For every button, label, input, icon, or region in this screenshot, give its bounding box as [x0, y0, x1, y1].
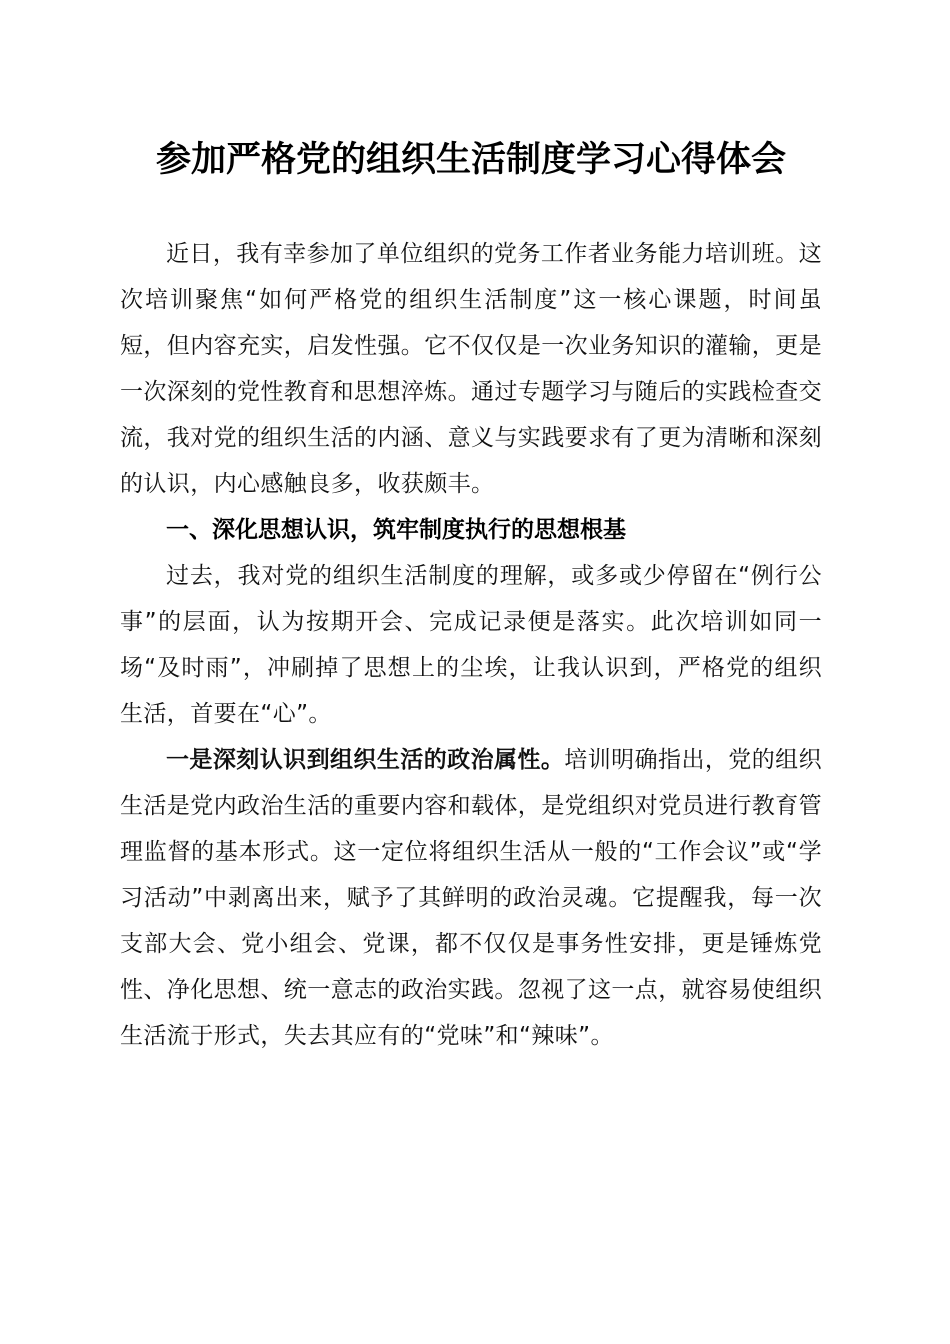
paragraph-point-1 — [120, 737, 822, 1059]
paragraph-intro: 近日，我有幸参加了单位组织的党务工作者业务能力培训班。这次培训聚焦“如何严格党的组织生活制度”这一核心课题，时间虽短，但内容充实，启发性强。它不仅仅是一次业务知识的灌输，更是一次深刻的党性教育和思想淬炼。通过专题学习与随后的实践检查交流，我对党的组织生活的内涵、意义与实践要求有了更为清晰和深刻的认识，内心感触良多，收获颇丰。 — [120, 241, 822, 497]
section-heading-1: 一、深化思想认识，筑牢制度执行的思想根基 — [166, 517, 626, 543]
document-title: 参加严格党的组织生活制度学习心得体会 — [155, 139, 786, 180]
point-1-lead: 一是深刻认识到组织生活的政治属性。 — [166, 746, 565, 773]
document-body — [120, 231, 822, 1059]
point-1-text: 培训明确指出，党的组织生活是党内政治生活的重要内容和载体，是党组织对党员进行教育管理监督的基本形式。这一定位将组织生活从一般的“工作会议”或“学习活动”中剥离出来，赋予了其鲜明的政治灵魂。它提醒我，每一次支部大会、党小组会、党课，都不仅仅是事务性安排，更是锤炼党性、净化思想、统一意志的政治实践。忽视了这一点，就容易使组织生活流于形式，失去其应有的“党味”和“辣味”。 — [120, 747, 822, 1049]
paragraph-section-1-intro: 过去，我对党的组织生活制度的理解，或多或少停留在“例行公事”的层面，认为按期开会、完成记录便是落实。此次培训如同一场“及时雨”，冲刷掉了思想上的尘埃，让我认识到，严格党的组织生活，首要在“心”。 — [120, 563, 822, 727]
